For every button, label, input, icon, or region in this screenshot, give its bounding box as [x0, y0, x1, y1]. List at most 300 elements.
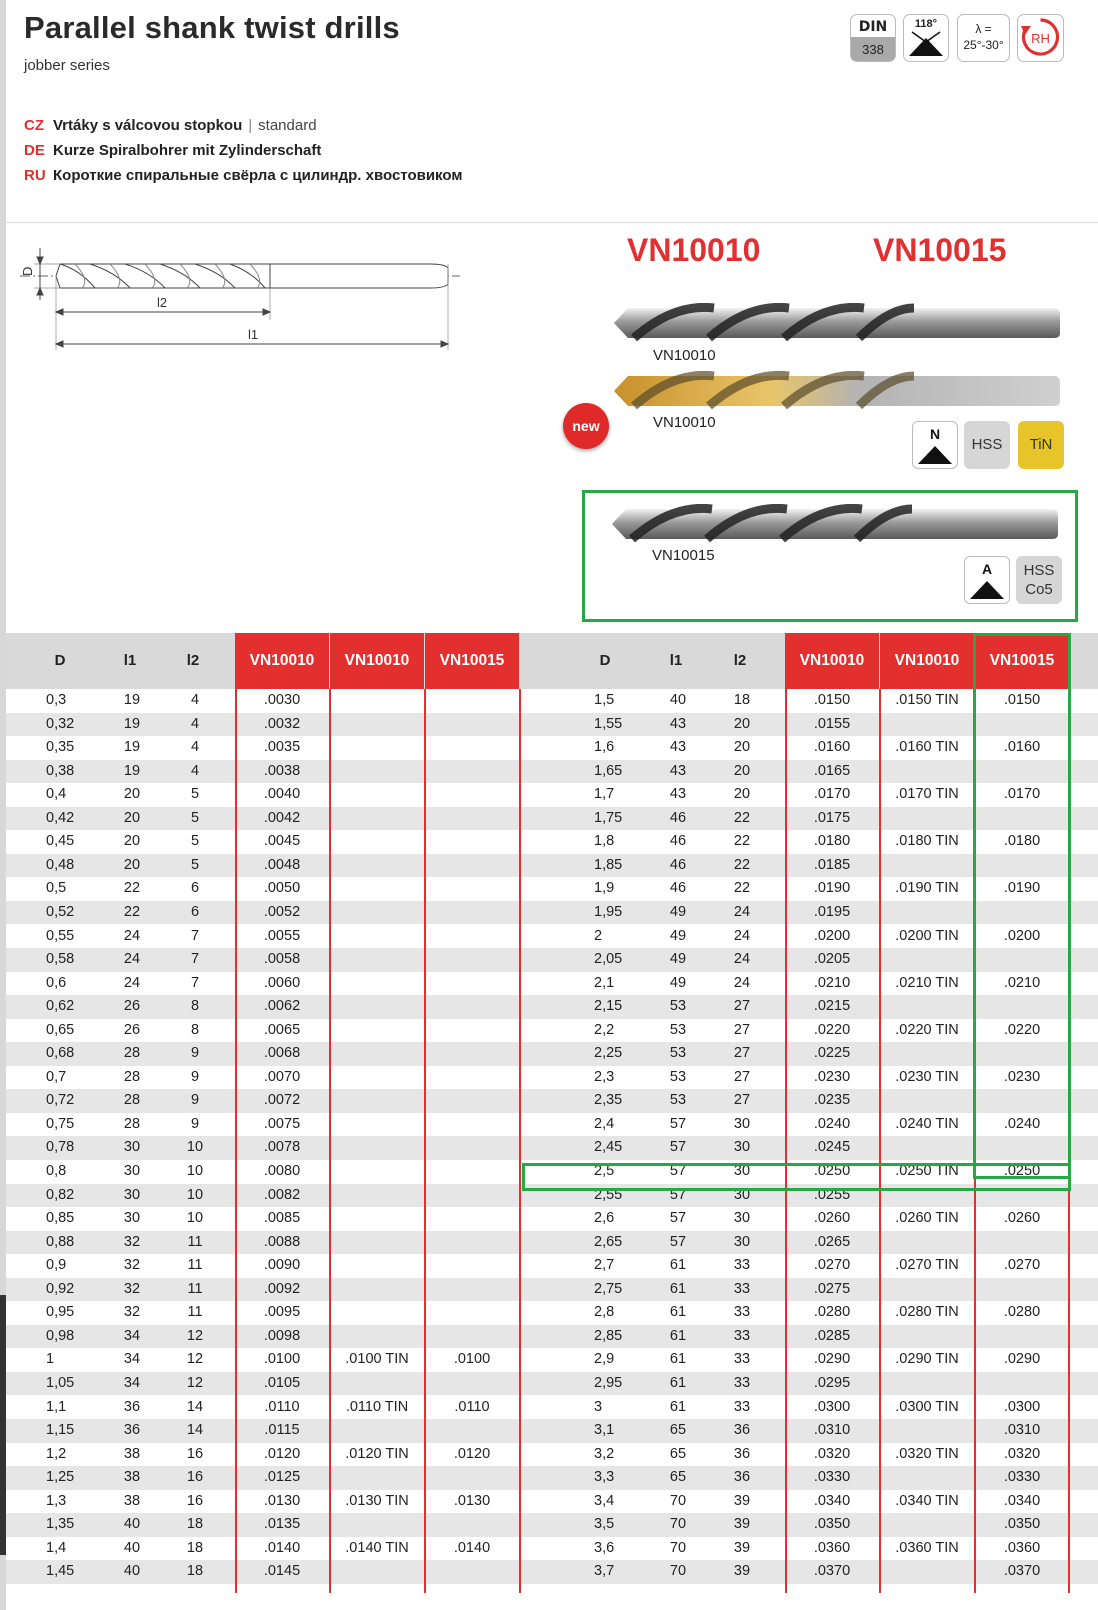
left_rows-cell-d: 0,82 [46, 1186, 75, 1203]
lang-line-de [24, 142, 321, 159]
right_rows-cell-l1: 61 [669, 1351, 687, 1368]
right-header-l1: l1 [669, 652, 683, 669]
material-n-badge [912, 421, 958, 469]
right_rows-cell-vn10010: .0230 [813, 1068, 851, 1085]
right_rows-cell-l1: 65 [669, 1422, 687, 1439]
right_rows-cell-vn10010-tin: .0160 TIN [895, 739, 959, 756]
left_rows-cell-l1: 34 [123, 1374, 141, 1391]
right_rows-cell-d: 2,7 [594, 1257, 615, 1274]
left_rows-cell-vn10010: .0078 [263, 1139, 301, 1156]
left_rows-cell-vn10010: .0065 [263, 1021, 301, 1038]
right_rows-cell-vn10010: .0150 [813, 692, 851, 708]
left_rows-cell-l2: 12 [186, 1374, 204, 1391]
left_rows-cell-vn10010: .0080 [263, 1163, 301, 1179]
left-header-d: D [54, 652, 66, 669]
right_rows-cell-vn10015: .0200 [1003, 927, 1041, 944]
left_rows-cell-l1: 19 [123, 739, 141, 756]
right_rows-cell-l2: 36 [733, 1469, 751, 1486]
right_rows-cell-l2: 27 [733, 998, 751, 1015]
right_rows-cell-d: 3,2 [594, 1445, 615, 1462]
material-n-icon [913, 422, 957, 468]
left_rows-cell-l1: 28 [123, 1092, 141, 1109]
left_rows-cell-d: 0,35 [46, 739, 75, 756]
right_rows-cell-l1: 57 [669, 1163, 687, 1179]
right_rows-cell-vn10015: .0210 [1003, 974, 1041, 991]
right_rows-cell-l1: 57 [669, 1139, 687, 1156]
right_rows-cell-l2: 30 [733, 1210, 751, 1227]
left_rows-cell-l2: 4 [190, 739, 200, 756]
right_rows-cell-l1: 43 [669, 739, 687, 756]
left_rows-cell-vn10010: .0110 [264, 1398, 300, 1415]
right_rows-cell-vn10015: .0160 [1003, 739, 1041, 756]
right_rows-cell-vn10010-tin: .0360 TIN [895, 1539, 959, 1556]
right_rows-cell-l1: 49 [669, 951, 687, 968]
right_rows-cell-l1: 46 [669, 833, 687, 850]
right_rows-cell-vn10010: .0250 [813, 1163, 851, 1179]
col-line [424, 689, 426, 1593]
material-a-icon [965, 557, 1009, 603]
left_rows-cell-d: 1,05 [46, 1374, 75, 1391]
right_rows-cell-vn10010: .0185 [813, 856, 851, 873]
left_rows-cell-l1: 36 [123, 1422, 141, 1439]
right_rows-cell-vn10010: .0190 [813, 880, 851, 897]
left_rows-cell-l2: 14 [186, 1398, 204, 1415]
right_rows-cell-d: 3,7 [594, 1563, 615, 1580]
hss-co5-badge [1016, 556, 1062, 604]
lang-line-ru [24, 167, 462, 184]
left_rows-cell-d: 0,6 [46, 974, 67, 991]
drill-image-vn10010-hss [614, 303, 1064, 343]
lang-code: RU [24, 167, 46, 184]
left_rows-cell-d: 1,1 [46, 1398, 67, 1415]
lang-line-cz [24, 117, 317, 134]
right_rows-cell-l2: 39 [733, 1492, 751, 1509]
left_rows-cell-d: 1 [46, 1351, 55, 1368]
right_rows-cell-vn10010-tin: .0250 TIN [895, 1163, 959, 1179]
right-header-vn10015: VN10015 [975, 633, 1069, 689]
right_rows-cell-d: 3,3 [594, 1469, 615, 1486]
left_rows-cell-d: 0,68 [46, 1045, 75, 1062]
right_rows-cell-d: 2 [594, 927, 603, 944]
left_rows-cell-l1: 24 [123, 927, 141, 944]
din-icon [850, 14, 896, 62]
left_rows-cell-d: 0,7 [46, 1068, 67, 1085]
left_rows-cell-d: 1,25 [46, 1469, 75, 1486]
material-n-label: N [929, 426, 941, 442]
left_rows-cell-vn10010-tin: .0110 TIN [345, 1398, 409, 1415]
right_rows-cell-l2: 33 [733, 1351, 751, 1368]
right_rows-cell-l2: 33 [733, 1374, 751, 1391]
right_rows-cell-vn10010-tin: .0200 TIN [895, 927, 959, 944]
right_rows-cell-vn10015: .0330 [1003, 1469, 1041, 1486]
left_rows-cell-d: 1,4 [46, 1539, 67, 1556]
left_rows-cell-vn10010: .0120 [263, 1445, 301, 1462]
right_rows-cell-vn10010: .0195 [813, 903, 851, 920]
left_rows-cell-l2: 18 [186, 1516, 204, 1533]
right_rows-cell-d: 2,55 [594, 1186, 623, 1203]
right_rows-cell-vn10010: .0210 [813, 974, 851, 991]
right_rows-cell-l2: 30 [733, 1233, 751, 1250]
right_rows-cell-d: 1,85 [594, 856, 623, 873]
right_rows-cell-vn10010-tin: .0300 TIN [895, 1398, 959, 1415]
left_rows-cell-l2: 5 [190, 833, 200, 850]
right_rows-cell-vn10010-tin: .0240 TIN [895, 1115, 959, 1132]
right_rows-cell-vn10010: .0280 [813, 1304, 851, 1321]
left_rows-cell-vn10015: .0120 [453, 1445, 491, 1462]
right_rows-cell-l1: 70 [669, 1516, 687, 1533]
left_rows-cell-vn10010: .0052 [263, 903, 301, 920]
left_rows-cell-vn10010: .0055 [263, 927, 301, 944]
left_rows-cell-l2: 11 [187, 1280, 203, 1297]
din-number: 338 [851, 37, 895, 62]
right_rows-cell-l1: 43 [669, 762, 687, 779]
right_rows-cell-l2: 20 [733, 786, 751, 803]
right_rows-cell-l1: 70 [669, 1492, 687, 1509]
right_rows-cell-d: 2,8 [594, 1304, 615, 1321]
lang-text: Kurze Spiralbohrer mit Zylinderschaft [53, 142, 322, 159]
right-header-d: D [599, 652, 611, 669]
left_rows-cell-d: 0,78 [46, 1139, 75, 1156]
left_rows-cell-l2: 6 [190, 880, 200, 897]
right_rows-cell-l1: 49 [669, 927, 687, 944]
right_rows-cell-vn10010: .0260 [813, 1210, 851, 1227]
left_rows-cell-l2: 18 [186, 1563, 204, 1580]
right_rows-cell-l1: 65 [669, 1445, 687, 1462]
left_rows-cell-l1: 34 [123, 1351, 141, 1368]
right_rows-cell-l2: 33 [733, 1398, 751, 1415]
right_rows-cell-vn10015: .0240 [1003, 1115, 1041, 1132]
left_rows-cell-l2: 12 [186, 1351, 204, 1368]
left_rows-cell-vn10010: .0090 [263, 1257, 301, 1274]
left_rows-cell-d: 0,5 [46, 880, 67, 897]
right_rows-cell-d: 1,95 [594, 903, 623, 920]
left_rows-cell-l2: 8 [190, 1021, 200, 1038]
material-a-badge [964, 556, 1010, 604]
right_rows-cell-vn10010: .0235 [813, 1092, 851, 1109]
lang-separator: | [248, 117, 253, 134]
left_rows-cell-vn10010: .0085 [263, 1210, 301, 1227]
right_rows-cell-vn10010: .0255 [813, 1186, 851, 1203]
right_rows-cell-l1: 70 [669, 1539, 687, 1556]
right_rows-cell-vn10010: .0220 [813, 1021, 851, 1038]
right_rows-cell-vn10010: .0155 [813, 715, 851, 732]
right_rows-cell-l1: 65 [669, 1469, 687, 1486]
right_rows-cell-l2: 33 [733, 1280, 751, 1297]
right_rows-cell-l1: 53 [669, 1045, 687, 1062]
left_rows-cell-vn10010: .0048 [263, 856, 301, 873]
left_rows-cell-l2: 16 [186, 1445, 204, 1462]
left_rows-cell-l2: 18 [186, 1539, 204, 1556]
left_rows-cell-l2: 7 [190, 951, 200, 968]
left_rows-cell-l1: 20 [123, 856, 141, 873]
right_rows-cell-d: 1,65 [594, 762, 623, 779]
helix-value: 25°-30° [963, 38, 1004, 52]
right_rows-cell-d: 2,4 [594, 1115, 615, 1132]
helix-label: λ = [975, 22, 992, 36]
left_rows-cell-vn10010: .0125 [263, 1469, 301, 1486]
left_rows-cell-l1: 26 [123, 1021, 141, 1038]
right_rows-cell-d: 2,95 [594, 1374, 623, 1391]
left_rows-cell-l1: 30 [123, 1139, 141, 1156]
left_rows-cell-l2: 9 [190, 1045, 200, 1062]
drill-image-vn10010-tin [614, 371, 1064, 411]
drill-caption-2: VN10010 [653, 414, 716, 431]
left_rows-cell-d: 0,32 [46, 715, 75, 732]
left_rows-cell-d: 0,58 [46, 951, 75, 968]
highlight-column-vn10015 [973, 633, 1071, 1179]
left_rows-cell-l2: 10 [186, 1139, 204, 1156]
right_rows-cell-vn10010-tin: .0280 TIN [895, 1304, 959, 1321]
right_rows-cell-l1: 70 [669, 1563, 687, 1580]
left_rows-cell-vn10010: .0135 [263, 1516, 301, 1533]
right_rows-cell-vn10010-tin: .0170 TIN [895, 786, 959, 803]
right_rows-cell-l2: 39 [733, 1563, 751, 1580]
left_rows-cell-l2: 9 [190, 1115, 200, 1132]
right_rows-cell-d: 2,5 [594, 1163, 615, 1179]
left_rows-cell-d: 1,45 [46, 1563, 75, 1580]
left_rows-cell-l1: 20 [123, 833, 141, 850]
left_rows-cell-d: 0,4 [46, 786, 67, 803]
left_rows-cell-l2: 11 [187, 1257, 203, 1274]
left_rows-cell-d: 0,45 [46, 833, 75, 850]
new-badge: new [563, 403, 609, 449]
tin-badge: TiN [1018, 421, 1064, 469]
page-subtitle: jobber series [24, 57, 110, 74]
right_rows-cell-d: 1,55 [594, 715, 623, 732]
right_rows-cell-vn10015: .0320 [1003, 1445, 1041, 1462]
right_rows-cell-vn10015: .0250 [1003, 1163, 1041, 1179]
left_rows-cell-vn10010: .0070 [263, 1068, 301, 1085]
right_rows-cell-vn10010: .0165 [813, 762, 851, 779]
left_rows-cell-vn10010: .0030 [263, 692, 301, 708]
left_rows-cell-l1: 24 [123, 974, 141, 991]
left_rows-cell-d: 0,52 [46, 903, 75, 920]
left_rows-cell-l2: 5 [190, 786, 200, 803]
right_rows-cell-l1: 53 [669, 1092, 687, 1109]
right_rows-cell-l1: 53 [669, 1068, 687, 1085]
left_rows-cell-d: 0,48 [46, 856, 75, 873]
right_rows-cell-l1: 57 [669, 1210, 687, 1227]
right_rows-cell-vn10010-tin: .0210 TIN [895, 974, 959, 991]
left_rows-cell-d: 0,92 [46, 1280, 75, 1297]
right_rows-cell-d: 2,6 [594, 1210, 615, 1227]
left_rows-cell-l2: 4 [190, 715, 200, 732]
left_rows-cell-d: 0,3 [46, 692, 67, 708]
left_rows-cell-vn10010-tin: .0120 TIN [345, 1445, 409, 1462]
right_rows-cell-d: 2,35 [594, 1092, 623, 1109]
dim-l2-label: l2 [157, 295, 168, 310]
lang-extra: standard [258, 117, 317, 134]
left_rows-cell-d: 0,42 [46, 809, 75, 826]
left_rows-cell-l2: 7 [190, 974, 200, 991]
left_rows-cell-vn10010: .0140 [263, 1539, 301, 1556]
right_rows-cell-d: 3,5 [594, 1516, 615, 1533]
right_rows-cell-vn10010-tin: .0180 TIN [895, 833, 959, 850]
left_rows-cell-l2: 11 [187, 1233, 203, 1250]
right_rows-cell-l1: 46 [669, 856, 687, 873]
right_rows-cell-l1: 57 [669, 1233, 687, 1250]
point-angle-icon-shape [904, 30, 948, 58]
right_rows-cell-d: 2,2 [594, 1021, 615, 1038]
right_rows-cell-l2: 22 [733, 856, 751, 873]
right_rows-cell-vn10010: .0245 [813, 1139, 851, 1156]
right_rows-cell-vn10015: .0270 [1003, 1257, 1041, 1274]
left_rows-cell-vn10015: .0130 [453, 1492, 491, 1509]
right_rows-cell-vn10010: .0310 [813, 1422, 851, 1439]
hss-co5-line1: HSS [1023, 562, 1055, 579]
left_rows-cell-d: 1,3 [46, 1492, 67, 1509]
right_rows-cell-l1: 61 [669, 1304, 687, 1321]
left_rows-cell-l1: 19 [123, 692, 141, 708]
left-header-vn10015: VN10015 [425, 633, 519, 689]
lang-code: CZ [24, 117, 44, 134]
right_rows-cell-vn10010: .0215 [813, 998, 851, 1015]
right_rows-cell-vn10015: .0340 [1003, 1492, 1041, 1509]
left_rows-cell-l2: 5 [190, 809, 200, 826]
right_rows-cell-d: 3,1 [594, 1422, 615, 1439]
left_rows-cell-l1: 32 [123, 1304, 141, 1321]
right_rows-cell-vn10015: .0230 [1003, 1068, 1041, 1085]
left_rows-cell-vn10010: .0038 [263, 762, 301, 779]
left_rows-cell-l1: 20 [123, 809, 141, 826]
right_rows-cell-l2: 33 [733, 1304, 751, 1321]
left_rows-cell-l1: 32 [123, 1257, 141, 1274]
right_rows-cell-vn10010: .0350 [813, 1516, 851, 1533]
right_rows-cell-vn10010: .0265 [813, 1233, 851, 1250]
right_rows-cell-l1: 61 [669, 1257, 687, 1274]
right_rows-cell-l2: 36 [733, 1445, 751, 1462]
right_rows-cell-vn10010-tin: .0150 TIN [895, 692, 959, 708]
right-hand-icon [1017, 14, 1064, 62]
dim-d-label: D [20, 266, 35, 276]
hss-co5-line2: Co5 [1025, 581, 1053, 598]
col-line [329, 689, 331, 1593]
right_rows-cell-vn10015: .0290 [1003, 1351, 1041, 1368]
left-header-l2: l2 [186, 652, 200, 669]
right_rows-cell-vn10010-tin: .0320 TIN [895, 1445, 959, 1462]
right_rows-cell-vn10010: .0175 [813, 809, 851, 826]
left_rows-cell-d: 0,62 [46, 998, 75, 1015]
left_rows-cell-vn10010: .0068 [263, 1045, 301, 1062]
right_rows-cell-vn10015: .0310 [1003, 1422, 1041, 1439]
left_rows-cell-l2: 6 [190, 903, 200, 920]
right_rows-cell-d: 2,65 [594, 1233, 623, 1250]
right_rows-cell-l2: 18 [733, 692, 751, 708]
left_rows-cell-l1: 30 [123, 1186, 141, 1203]
right_rows-cell-d: 1,5 [594, 692, 615, 708]
right_rows-cell-l1: 57 [669, 1115, 687, 1132]
left_rows-cell-vn10015: .0110 [454, 1398, 490, 1415]
right_rows-cell-l2: 30 [733, 1139, 751, 1156]
right_rows-cell-vn10010: .0340 [813, 1492, 851, 1509]
left_rows-cell-l1: 40 [123, 1539, 141, 1556]
right_rows-cell-l2: 33 [733, 1257, 751, 1274]
highlight-row-2-5 [522, 1163, 1071, 1191]
hss-badge: HSS [964, 421, 1010, 469]
left_rows-cell-l2: 7 [190, 927, 200, 944]
left_rows-cell-l1: 19 [123, 715, 141, 732]
right_rows-cell-l1: 49 [669, 974, 687, 991]
col-line [785, 689, 787, 1593]
right_rows-cell-d: 3,4 [594, 1492, 615, 1509]
left_rows-cell-vn10010: .0115 [264, 1422, 300, 1439]
left_rows-cell-vn10010-tin: .0140 TIN [345, 1539, 409, 1556]
right_rows-cell-l2: 20 [733, 739, 751, 756]
left_rows-cell-vn10010: .0145 [263, 1563, 301, 1580]
right_rows-cell-l2: 27 [733, 1068, 751, 1085]
left_rows-cell-vn10010: .0045 [263, 833, 301, 850]
right_rows-cell-vn10015: .0170 [1003, 786, 1041, 803]
right_rows-cell-vn10010: .0295 [813, 1374, 851, 1391]
left_rows-cell-l1: 38 [123, 1445, 141, 1462]
left_rows-cell-l2: 8 [190, 998, 200, 1015]
right-header-vn10010: VN10010 [785, 633, 879, 689]
right-header-vn10010-tin: VN10010 [880, 633, 974, 689]
right_rows-cell-l1: 40 [669, 692, 687, 708]
right_rows-cell-vn10010: .0240 [813, 1115, 851, 1132]
left_rows-cell-l2: 10 [186, 1210, 204, 1227]
left_rows-cell-l2: 12 [186, 1327, 204, 1344]
left-header-l1: l1 [123, 652, 137, 669]
right_rows-cell-l2: 27 [733, 1092, 751, 1109]
right_rows-cell-vn10010-tin: .0230 TIN [895, 1068, 959, 1085]
left_rows-cell-l2: 10 [186, 1186, 204, 1203]
left_rows-cell-vn10010: .0032 [263, 715, 301, 732]
col-line [235, 689, 237, 1593]
right_rows-cell-d: 2,3 [594, 1068, 615, 1085]
right_rows-cell-vn10010-tin: .0290 TIN [895, 1351, 959, 1368]
right_rows-cell-d: 2,15 [594, 998, 623, 1015]
material-a-label: A [981, 561, 993, 577]
left-header-vn10010-tin: VN10010 [330, 633, 424, 689]
left_rows-cell-vn10010: .0040 [263, 786, 301, 803]
left_rows-cell-l1: 34 [123, 1327, 141, 1344]
col-line [519, 689, 521, 1593]
right_rows-cell-l1: 43 [669, 786, 687, 803]
right_rows-cell-vn10010: .0275 [813, 1280, 851, 1297]
right_rows-cell-l2: 20 [733, 762, 751, 779]
right_rows-cell-vn10010: .0180 [813, 833, 851, 850]
left_rows-cell-l2: 14 [186, 1422, 204, 1439]
drill-caption-1: VN10010 [653, 347, 716, 364]
right_rows-cell-d: 1,75 [594, 809, 623, 826]
product-code-vn10010: VN10010 [627, 232, 761, 268]
col-line [879, 689, 881, 1593]
left_rows-cell-vn10010: .0062 [263, 998, 301, 1015]
right_rows-cell-vn10015: .0150 [1003, 692, 1041, 708]
left_rows-cell-d: 0,98 [46, 1327, 75, 1344]
left_rows-cell-d: 1,15 [46, 1422, 75, 1439]
left_rows-cell-l1: 38 [123, 1492, 141, 1509]
left_rows-cell-d: 0,8 [46, 1163, 67, 1179]
left_rows-cell-l2: 4 [190, 692, 200, 708]
left_rows-cell-vn10010: .0082 [263, 1186, 301, 1203]
right_rows-cell-d: 2,1 [594, 974, 615, 991]
left_rows-cell-vn10010: .0075 [263, 1115, 301, 1132]
left_rows-cell-l1: 38 [123, 1469, 141, 1486]
left_rows-cell-l2: 16 [186, 1492, 204, 1509]
left_rows-cell-l2: 9 [190, 1068, 200, 1085]
right_rows-cell-l1: 61 [669, 1374, 687, 1391]
left_rows-cell-d: 0,38 [46, 762, 75, 779]
left_rows-cell-l1: 40 [123, 1563, 141, 1580]
left_rows-cell-l2: 16 [186, 1469, 204, 1486]
right_rows-cell-l2: 27 [733, 1045, 751, 1062]
left_rows-cell-d: 1,35 [46, 1516, 75, 1533]
right_rows-cell-l2: 27 [733, 1021, 751, 1038]
right_rows-cell-d: 1,6 [594, 739, 615, 756]
right_rows-cell-vn10015: .0190 [1003, 880, 1041, 897]
